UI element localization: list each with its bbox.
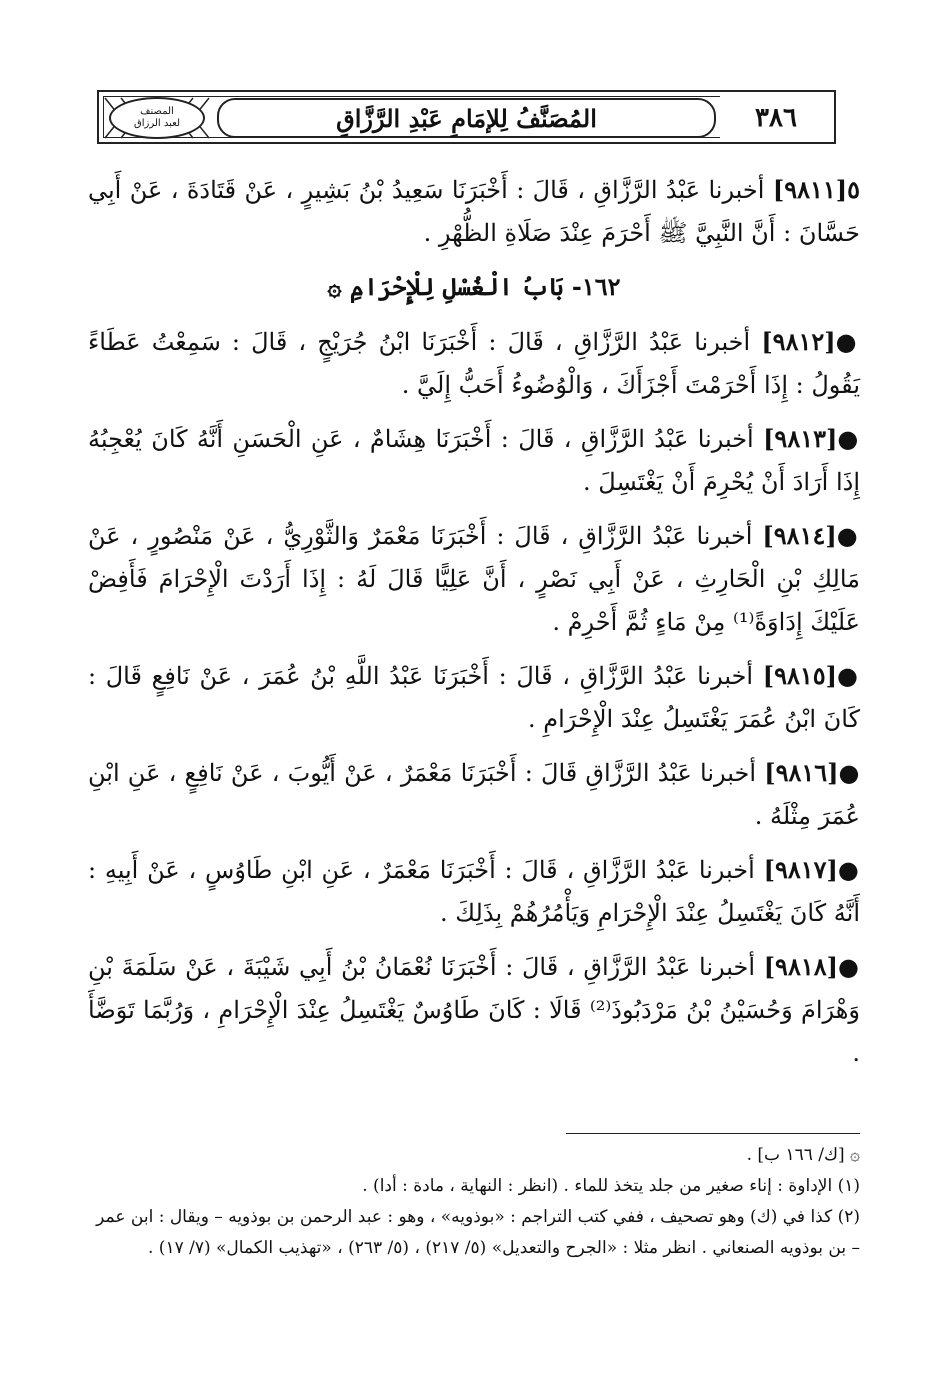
bullet-icon: ● (835, 327, 861, 356)
book-title: المُصَنَّفُ لِلإمَامِ عَبْدِ الرَّزَّاقِ (336, 103, 597, 133)
hadith-text: أخبرنا عَبْدُ الرَّزَّاقِ ، قَالَ : أَخْبَرَنَا مَعْمَرٌ وَالثَّوْرِيُّ ، عَنْ مَنْصُورٍ ، عَنْ مَالِكِ بْنِ الْحَارِثِ ، عَنْ أَبِي نَصْرٍ ، أَنَّ عَلِيًّا قَالَ لَهُ : إِذَا أَرَدْتَ الْإِحْرَامَ فَأَفِضْ عَلَيْكَ إِدَاوَةً⁽¹⁾ مِنْ مَاءٍ ثُمَّ أَحْرِمْ . (88, 522, 860, 636)
bullet-icon: ● (838, 758, 860, 787)
hadith-9816 (88, 751, 860, 838)
hadith-number: [٩٨١٢] (761, 327, 836, 356)
bullet-icon: ● (837, 855, 860, 884)
hadith-number: [٩٨١٦] (764, 758, 839, 787)
hadith-text: أخبرنا عَبْدُ الرَّزَّاقِ ، قَالَ : أَخْبَرَنَا مَعْمَرٌ ، عَنِ ابْنِ طَاوُسٍ ، عَنْ أَبِيهِ : أَنَّهُ كَانَ يَغْتَسِلُ عِنْدَ الْإِحْرَامِ وَيَأْمُرُهُمْ بِذَلِكَ . (88, 856, 860, 927)
hadith-9814 (88, 514, 860, 644)
footnote-divider (566, 1133, 860, 1134)
bullet-icon: ● (836, 521, 860, 550)
header-cartouche (217, 98, 716, 138)
hadith-text: أخبرنا عَبْدُ الرَّزَّاقِ ، قَالَ : أَخْبَرَنَا نُعْمَانُ بْنُ أَبِي شَيْبَةَ ، عَنْ سَلَمَةَ بْنِ وَهْرَامَ وَحُسَيْنُ بْنُ مَرْدَبُوذَ⁽²⁾ قَالَا : كَانَ طَاوُسٌ يَغْتَسِلُ عِنْدَ الْإِحْرَامِ ، وَرُبَّمَا تَوَضَّأَ . (88, 953, 860, 1067)
hadith-text: أخبرنا عَبْدُ الرَّزَّاقِ قَالَ : أَخْبَرَنَا مَعْمَرٌ ، عَنْ أَيُّوبَ ، عَنْ نَافِعٍ ، عَنِ ابْنِ عُمَرَ مِثْلَهُ . (88, 759, 860, 830)
bullet-icon: ● (837, 952, 860, 981)
hadith-number: [٩٨١٨] (763, 952, 838, 981)
hadith-9812 (88, 320, 860, 407)
hadith-number: [٩٨١١] (772, 175, 848, 204)
badge-oval (109, 97, 205, 139)
chapter-heading: ١٦٢- بَابُ الْغُسْلِ لِلْإِحْرَامِ ۞ (327, 272, 621, 301)
hadith-number: [٩٨١٥] (762, 661, 838, 690)
bullet-icon: ● (837, 424, 860, 453)
hadith-9811 (88, 168, 860, 255)
hadith-text: أخبرنا عَبْدُ الرَّزَّاقِ ، قَالَ : أَخْبَرَنَا عَبْدُ اللَّهِ بْنُ عُمَرَ ، عَنْ نَافِعٍ قَالَ : كَانَ ابْنُ عُمَرَ يَغْتَسِلُ عِنْدَ الْإِحْرَامِ . (88, 662, 860, 733)
hadith-text: أخبرنا عَبْدُ الرَّزَّاقِ ، قَالَ : أَخْبَرَنَا هِشَامٌ ، عَنِ الْحَسَنِ أَنَّهُ كَانَ يُعْجِبُهُ إِذَا أَرَادَ أَنْ يُحْرِمَ أَنْ يَغْتَسِلَ . (88, 425, 860, 496)
page-header (97, 90, 836, 144)
hadith-text: أخبرنا عَبْدُ الرَّزَّاقِ ، قَالَ : أَخْبَرَنَا سَعِيدُ بْنُ بَشِيرٍ ، عَنْ قَتَادَةَ ، عَنْ أَبِي حَسَّانَ : أَنَّ النَّبِيَّ ﷺ أَحْرَمَ عِنْدَ صَلَاةِ الظُّهْرِ . (88, 176, 860, 247)
footnote-manuscript-ref: ۞ [ك/ ١٦٦ ب] . (746, 1145, 860, 1165)
hadith-9813 (88, 417, 860, 504)
footnotes (88, 1140, 860, 1264)
hadith-text: أخبرنا عَبْدُ الرَّزَّاقِ ، قَالَ : أَخْبَرَنَا ابْنُ جُرَيْجٍ ، قَالَ : سَمِعْتُ عَطَاءً يَقُولُ : إِذَا أَحْرَمْتَ أَجْزَأَكَ ، وَالْوُضُوءُ أَحَبُّ إِلَيَّ . (88, 328, 860, 399)
hadith-number: [٩٨١٧] (763, 855, 838, 884)
main-text (88, 168, 860, 1085)
hadith-number: [٩٨١٣] (763, 424, 838, 453)
hadith-number: [٩٨١٤] (762, 521, 837, 550)
hadith-9817 (88, 848, 860, 935)
badge-line-2: لعبد الرزاق (133, 118, 181, 129)
page-number: ٣٨٦ (720, 94, 832, 142)
footnote-2: (٢) كذا في (ك) وهو تصحيف ، ففي كتب التراجم : «بوذويه» ، وهو : عبد الرحمن بن بوذويه – ويقال : ابن عمر – بن بوذويه الصنعاني . انظر مثلا : «الجرح والتعديل» (٥/ ٢١٧) ، (٥/ ٢٦٣) ، «تهذيب الكمال» (٧/ ١٧) . (96, 1207, 860, 1258)
hadith-9818 (88, 945, 860, 1075)
paragraph-marker: ٥ (847, 175, 860, 204)
badge-line-1: المصنف (140, 106, 174, 117)
hadith-9815 (88, 654, 860, 741)
footnote-1: (١) الإداوة : إناء صغير من جلد يتخذ للماء . (انظر : النهاية ، مادة : أدا) . (362, 1176, 860, 1196)
header-badge (101, 94, 213, 142)
bullet-icon: ● (837, 661, 860, 690)
